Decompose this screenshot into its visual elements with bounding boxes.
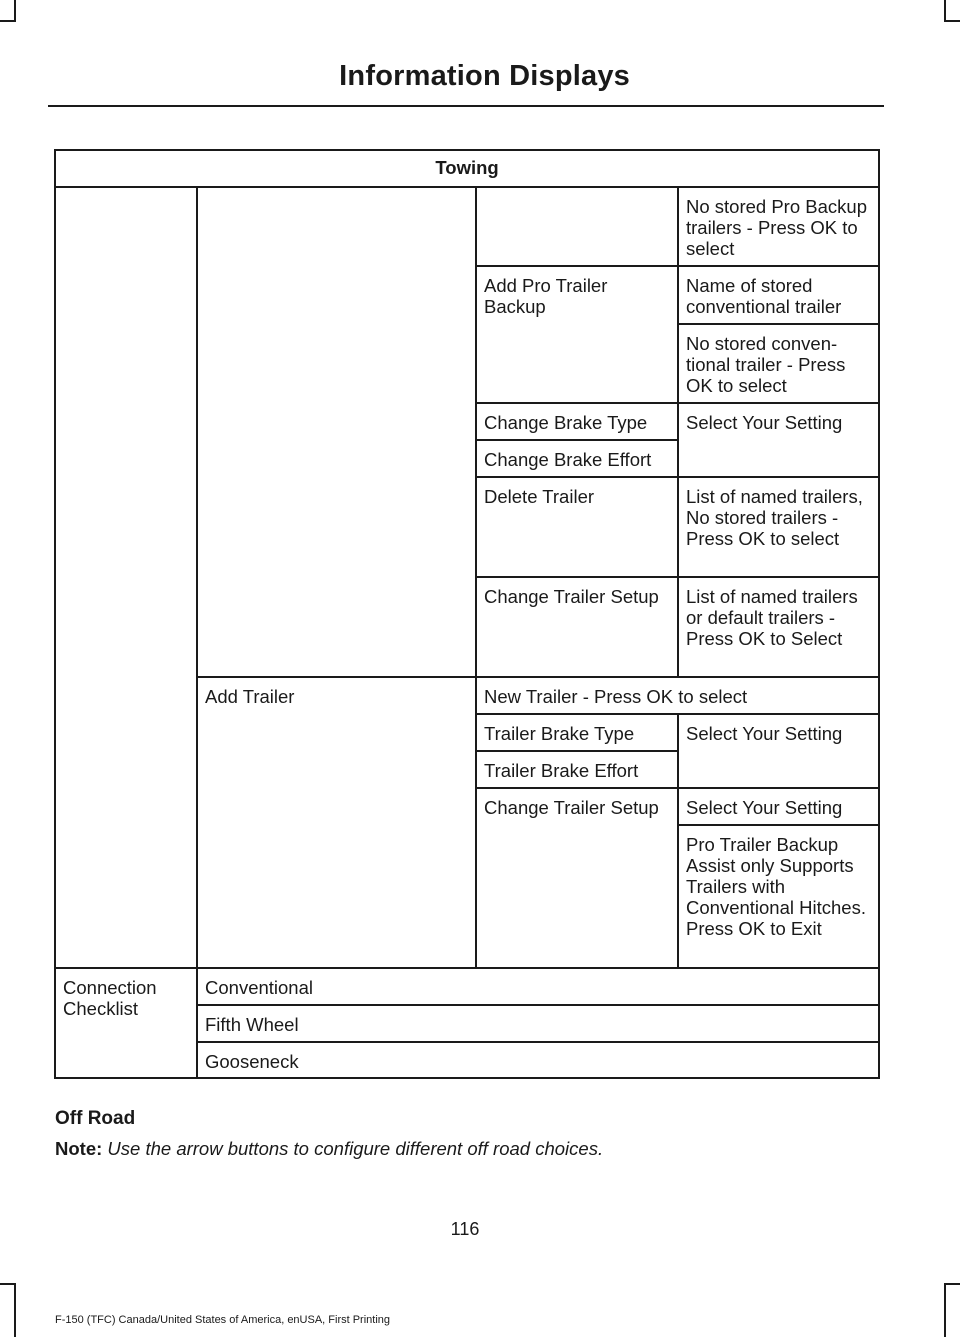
table-cell: Trailer Brake Effort [476,751,678,788]
table-cell: List of named trailers or default trailers - Press OK to Select [678,577,879,677]
table-cell: Gooseneck [197,1042,879,1078]
table-cell-empty [55,187,197,968]
page-header-title: Information Displays [339,60,630,92]
table-cell: Select Your Setting [678,788,879,825]
table-cell-empty [197,187,476,677]
table-cell: Change Trailer Setup [476,788,678,968]
table-cell: Change Trailer Setup [476,577,678,677]
table-cell: Add Trailer [197,677,476,968]
table-cell: Fifth Wheel [197,1005,879,1042]
crop-mark-top-right-h [944,20,960,22]
towing-menu-table [54,149,880,1079]
table-cell: Name of stored conventional trailer [678,266,879,324]
table-cell: Pro Trailer Backup Assist only Supports Trailers with Conventional Hitches. Press OK to Exit [678,825,879,968]
table-cell: List of named trailers, No stored trailers - Press OK to select [678,477,879,577]
page-number: 116 [450,1219,480,1239]
page-footer: F-150 (TFC) Canada/United States of America, enUSA, First Printing [55,1314,391,1326]
crop-mark-bottom-left-h [0,1283,16,1285]
table-cell: Delete Trailer [476,477,678,577]
crop-mark-top-left-v [14,0,16,22]
table-cell: Conventional [197,968,879,1005]
table-cell: No stored conven-tional trailer - Press OK to select [678,324,879,403]
crop-mark-bottom-right-h [944,1283,960,1285]
table-cell: Select Your Setting [678,714,879,788]
table-cell: Add Pro Trailer Backup [476,266,678,403]
crop-mark-bottom-right-v [944,1283,946,1337]
table-cell: Connection Checklist [55,968,197,1078]
table-cell: Select Your Setting [678,403,879,477]
note-text: Use the arrow buttons to configure different off road choices. [107,1138,604,1159]
table-cell: New Trailer - Press OK to select [476,677,879,714]
table-title: Towing [55,150,879,187]
section-title-off-road: Off Road [55,1108,136,1129]
table-cell-empty [476,187,678,266]
table-cell: No stored Pro Backup trailers - Press OK to select [678,187,879,266]
crop-mark-bottom-left-v [14,1283,16,1337]
table-cell: Change Brake Type [476,403,678,440]
note [55,1138,603,1160]
crop-mark-top-right-v [944,0,946,22]
table-cell: Trailer Brake Type [476,714,678,751]
header-divider [48,105,884,107]
table-cell: Change Brake Effort [476,440,678,477]
crop-mark-top-left-h [0,20,16,22]
note-label: Note: [55,1138,103,1159]
